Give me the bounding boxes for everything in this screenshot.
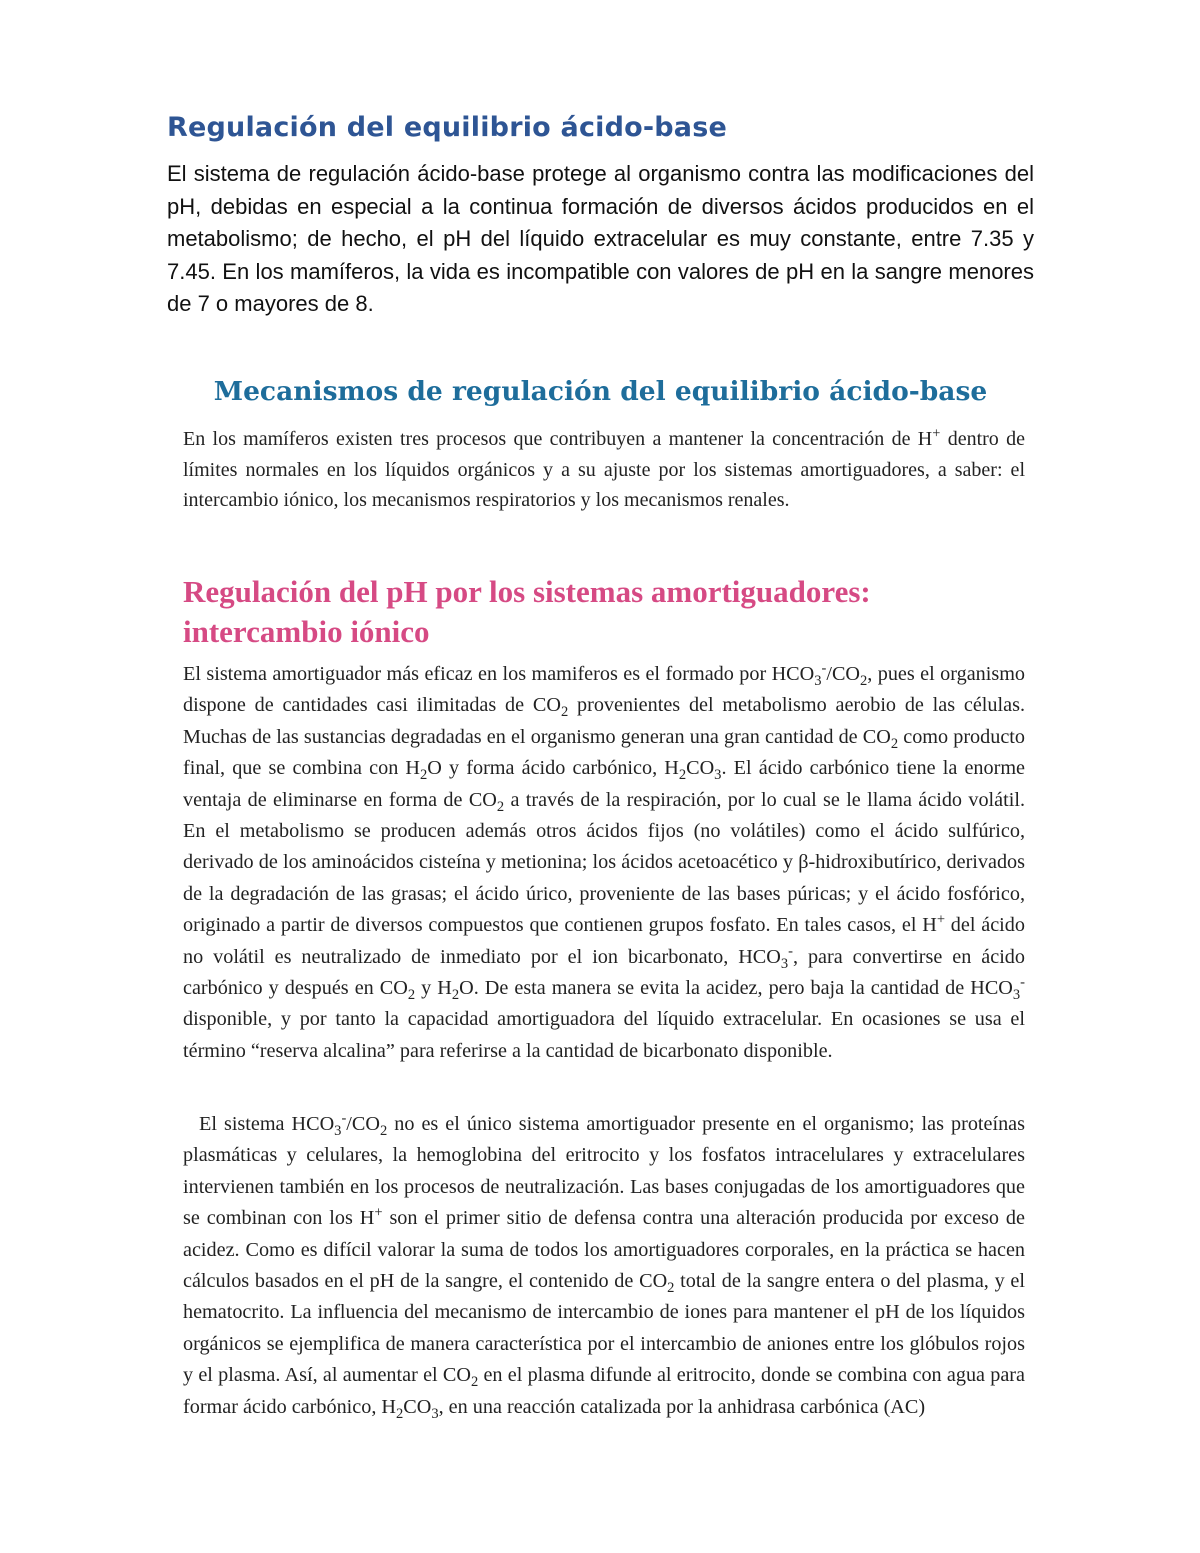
- subscript: 3: [334, 1123, 342, 1140]
- superscript: +: [374, 1204, 383, 1221]
- subscript: 3: [1012, 987, 1021, 1004]
- text-run: son el primer sitio de defensa contra una alteración producida por exceso de acidez. Como es difícil valorar la suma de todos los amortiguadores corporales, en la práctica se hacen cálculos basados en el pH de la sangre, el contenido de CO: [183, 1207, 1025, 1293]
- section3-paragraph-2: [183, 1109, 1025, 1423]
- text-run: y H: [415, 977, 452, 1000]
- text-run: en el plasma difunde al eritrocito, donde se combina con agua para formar ácido carbónico, H: [183, 1364, 1025, 1418]
- subscript: 2: [451, 987, 460, 1004]
- text-run: CO: [403, 1395, 432, 1418]
- text-run: a través de la respiración, por lo cual se le llama ácido volátil. En el metabolismo se producen además otros ácidos fijos (no volátiles) como el ácido sulfúrico, derivado de los aminoácidos cisteína y metionina; los ácidos acetoacético y β-hidroxibutírico, derivados de la degradación de las grasas; el ácido úrico, proveniente de las bases púricas; y el ácido fosfórico, originado a partir de diversos compuestos que contienen grupos fosfato. En tales casos, el H: [183, 788, 1025, 937]
- subscript: 2: [407, 987, 416, 1004]
- section2-paragraph: [183, 424, 1025, 516]
- text-run: /CO: [346, 1113, 380, 1135]
- text-run: dentro de límites normales en los líquidos orgánicos y a su ajuste por los sistemas amortiguadores, a saber: el intercambio iónico, los mecanismos respiratorios y los mecanismos renales.: [183, 428, 1025, 511]
- subscript: 2: [396, 1405, 404, 1422]
- text-run: O. De esta manera se evita la acidez, pero baja la cantidad de HCO: [459, 977, 1013, 1000]
- subscript: 2: [496, 798, 505, 815]
- section1-paragraph: El sistema de regulación ácido-base protege al organismo contra las modificaciones del pH, debidas en especial a la continua formación de diversos ácidos producidos en el metabolismo; de hecho, el pH del líquido extracelular es muy constante, entre 7.35 y 7.45. En los mamíferos, la vida es incompatible con valores de pH en la sangre menores de 7 o mayores de 8.: [167, 161, 1034, 316]
- subscript: 3: [780, 955, 789, 972]
- text-run: CO: [686, 757, 715, 780]
- section2-title: Mecanismos de regulación del equilibrio ácido-base: [213, 376, 988, 407]
- text-run: , para convertirse en ácido carbónico y después en CO: [183, 945, 1025, 1000]
- superscript: -: [821, 660, 827, 677]
- text-run: disponible, y por tanto la capacidad amortiguadora del líquido extracelular. En ocasiones se usa el término “reserva alcalina” para referirse a la cantidad de bicarbonato disponible.: [183, 1008, 1025, 1062]
- text-run: no es el único sistema amortiguador presente en el organismo; las proteínas plasmáticas y celulares, la hemoglobina del eritrocito y los fosfatos intracelulares y extracelulares intervienen también en los procesos de neutralización. Las bases conjugadas de los amortiguadores que se combinan con los H: [183, 1113, 1025, 1230]
- subscript: 2: [560, 704, 569, 721]
- text-run: total de la sangre entera o del plasma, y el hematocrito. La influencia del mecanismo de intercambio de iones para mantener el pH de los líquidos orgánicos se ejemplifica de manera característica por el intercambio de aniones entre los glóbulos rojos y el plasma. Así, al aumentar el CO: [183, 1270, 1025, 1387]
- superscript: -: [1020, 974, 1025, 991]
- subscript: 2: [678, 767, 687, 784]
- text-run: provenientes del metabolismo aerobio de las células. Muchas de las sustancias degradadas en el organismo generan una gran cantidad de CO: [183, 694, 1025, 748]
- title-line: intercambio iónico: [183, 614, 430, 649]
- title-line: Regulación del pH por los sistemas amortiguadores:: [183, 574, 871, 609]
- text-run: O y forma ácido carbónico, H: [427, 757, 679, 780]
- superscript: +: [936, 911, 946, 928]
- subscript: 2: [890, 735, 899, 752]
- text-run: El sistema HCO: [199, 1113, 335, 1135]
- text-run: El sistema amortiguador más eficaz en los mamiferos es el formado por HCO: [183, 663, 815, 685]
- subscript: 2: [667, 1280, 675, 1297]
- subscript: 2: [470, 1374, 479, 1391]
- text-run: , en una reacción catalizada por la anhidrasa carbónica (AC): [438, 1395, 926, 1418]
- text-run: En los mamíferos existen tres procesos que contribuyen a mantener la concentración de H: [183, 428, 933, 450]
- text-run: /CO: [826, 663, 860, 685]
- section1-title: Regulación del equilibrio ácido-base: [167, 112, 728, 143]
- subscript: 3: [714, 767, 722, 784]
- subscript: 2: [860, 673, 868, 690]
- superscript: -: [788, 942, 793, 959]
- text-run: . El ácido carbónico tiene la enorme ventaja de eliminarse en forma de CO: [183, 757, 1025, 811]
- text-run: del ácido no volátil es neutralizado de inmediato por el ion bicarbonato, HCO: [183, 914, 1025, 968]
- text-run: como producto final, que se combina con H: [183, 725, 1025, 780]
- superscript: -: [341, 1110, 347, 1127]
- subscript: 2: [420, 767, 428, 784]
- superscript: +: [932, 425, 941, 442]
- subscript: 2: [379, 1123, 388, 1140]
- section3-title: [183, 572, 1025, 652]
- subscript: 3: [431, 1405, 439, 1422]
- subscript: 3: [814, 673, 822, 690]
- section3-paragraph-1: [183, 659, 1025, 1067]
- text-run: , pues el organismo dispone de cantidades casi ilimitadas de CO: [183, 663, 1026, 717]
